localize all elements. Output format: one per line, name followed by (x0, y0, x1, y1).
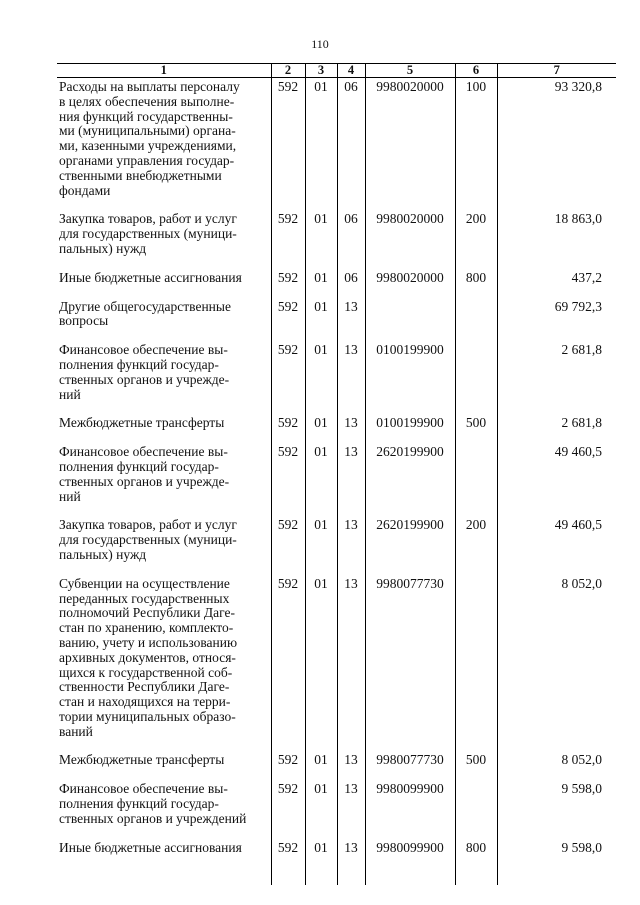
expense-type-cell (455, 445, 497, 518)
item-name-line: ний (59, 386, 81, 402)
item-name-line: тории муниципальных образо- (59, 708, 236, 724)
subsection-cell: 13 (337, 416, 365, 445)
item-name-cell (57, 343, 271, 416)
header-col-5: 5 (365, 64, 455, 78)
section-cell: 01 (305, 445, 337, 518)
item-name-line: полнения функций государ- (59, 458, 219, 474)
table-row (57, 518, 616, 576)
item-name-line: в целях обеспечения выполне- (59, 93, 235, 109)
header-col-2: 2 (271, 64, 305, 78)
amount-cell: 9 598,0 (497, 841, 616, 886)
item-name-line: ственных органов и учрежде- (59, 473, 230, 489)
item-name-line: Закупка товаров, работ и услуг (59, 517, 237, 533)
item-name-cell (57, 300, 271, 344)
item-name-cell (57, 271, 271, 300)
section-cell: 01 (305, 212, 337, 270)
subsection-cell: 13 (337, 577, 365, 754)
item-name-cell (57, 416, 271, 445)
item-name-line: ственных органов и учреждений (59, 810, 247, 826)
expense-type-cell: 200 (455, 212, 497, 270)
admin-code-cell: 592 (271, 782, 305, 840)
target-article-cell: 2620199900 (365, 518, 455, 576)
item-name-line: ми (муниципальными) органа- (59, 123, 236, 139)
table-row (57, 300, 616, 344)
table-row (57, 78, 616, 213)
subsection-cell: 06 (337, 271, 365, 300)
expense-type-cell (455, 782, 497, 840)
target-article-cell (365, 300, 455, 344)
table-body (57, 78, 616, 886)
item-name-line: Финансовое обеспечение вы- (59, 781, 228, 797)
admin-code-cell: 592 (271, 445, 305, 518)
expense-type-cell: 800 (455, 271, 497, 300)
item-name-line: Закупка товаров, работ и услуг (59, 211, 237, 227)
target-article-cell: 2620199900 (365, 445, 455, 518)
expense-type-cell (455, 577, 497, 754)
target-article-cell: 9980077730 (365, 577, 455, 754)
amount-cell: 69 792,3 (497, 300, 616, 344)
item-name-cell (57, 753, 271, 782)
admin-code-cell: 592 (271, 300, 305, 344)
item-name-line: ванию, учету и использованию (59, 634, 238, 650)
expense-type-cell: 500 (455, 753, 497, 782)
item-name-line: ний (59, 488, 81, 504)
table-row (57, 445, 616, 518)
item-name-cell (57, 212, 271, 270)
expense-type-cell (455, 300, 497, 344)
target-article-cell: 0100199900 (365, 343, 455, 416)
item-name-line: пальных) нужд (59, 546, 147, 562)
item-name-cell (57, 841, 271, 886)
subsection-cell: 13 (337, 782, 365, 840)
subsection-cell: 13 (337, 753, 365, 782)
expense-type-cell: 500 (455, 416, 497, 445)
item-name-line: ваний (59, 723, 93, 739)
header-col-1: 1 (57, 64, 271, 78)
amount-cell: 18 863,0 (497, 212, 616, 270)
subsection-cell: 13 (337, 445, 365, 518)
subsection-cell: 13 (337, 841, 365, 886)
admin-code-cell: 592 (271, 212, 305, 270)
item-name-line: щихся к государственной соб- (59, 664, 233, 680)
item-name-line: вопросы (59, 313, 109, 329)
section-cell: 01 (305, 416, 337, 445)
item-name-line: стан и находящихся на терри- (59, 694, 231, 710)
item-name-line: Субвенции на осуществление (59, 575, 230, 591)
item-name-line: Расходы на выплаты персоналу (59, 79, 240, 94)
amount-cell: 49 460,5 (497, 445, 616, 518)
item-name-line: органами управления государ- (59, 152, 235, 168)
item-name-line: Иные бюджетные ассигнования (59, 269, 242, 285)
budget-table (57, 63, 616, 885)
item-name-line: ния функций государственны- (59, 108, 233, 124)
table-row (57, 271, 616, 300)
subsection-cell: 13 (337, 518, 365, 576)
subsection-cell: 06 (337, 78, 365, 213)
item-name-line: для государственных (муници- (59, 532, 237, 548)
table-row (57, 577, 616, 754)
admin-code-cell: 592 (271, 78, 305, 213)
admin-code-cell: 592 (271, 343, 305, 416)
item-name-line: полномочий Республики Даге- (59, 605, 235, 621)
section-cell: 01 (305, 518, 337, 576)
header-col-6: 6 (455, 64, 497, 78)
item-name-cell (57, 577, 271, 754)
header-row (57, 64, 616, 78)
header-col-3: 3 (305, 64, 337, 78)
header-col-7: 7 (497, 64, 616, 78)
amount-cell: 9 598,0 (497, 782, 616, 840)
section-cell: 01 (305, 753, 337, 782)
item-name-line: архивных документов, относя- (59, 649, 236, 665)
item-name-line: ми, казенными учреждениями, (59, 138, 237, 154)
section-cell: 01 (305, 300, 337, 344)
item-name-line: ственности Республики Даге- (59, 679, 230, 695)
item-name-line: Иные бюджетные ассигнования (59, 839, 242, 855)
item-name-cell (57, 445, 271, 518)
target-article-cell: 9980020000 (365, 271, 455, 300)
item-name-cell (57, 78, 271, 213)
amount-cell: 437,2 (497, 271, 616, 300)
item-name-line: ственных органов и учрежде- (59, 371, 230, 387)
admin-code-cell: 592 (271, 271, 305, 300)
item-name-line: ственными внебюджетными (59, 167, 222, 183)
item-name-line: Финансовое обеспечение вы- (59, 444, 228, 460)
section-cell: 01 (305, 78, 337, 213)
item-name-line: переданных государственных (59, 590, 230, 606)
item-name-cell (57, 782, 271, 840)
subsection-cell: 13 (337, 300, 365, 344)
target-article-cell: 9980020000 (365, 78, 455, 213)
target-article-cell: 9980077730 (365, 753, 455, 782)
table-row (57, 753, 616, 782)
expense-type-cell (455, 343, 497, 416)
subsection-cell: 13 (337, 343, 365, 416)
admin-code-cell: 592 (271, 518, 305, 576)
item-name-line: для государственных (муници- (59, 226, 237, 242)
item-name-line: Межбюджетные трансферты (59, 415, 225, 431)
item-name-line: фондами (59, 182, 111, 198)
table-row (57, 841, 616, 886)
section-cell: 01 (305, 841, 337, 886)
section-cell: 01 (305, 577, 337, 754)
target-article-cell: 9980099900 (365, 782, 455, 840)
table-row (57, 782, 616, 840)
amount-cell: 93 320,8 (497, 78, 616, 213)
item-name-cell (57, 518, 271, 576)
expense-type-cell: 200 (455, 518, 497, 576)
expense-type-cell: 100 (455, 78, 497, 213)
admin-code-cell: 592 (271, 416, 305, 445)
target-article-cell: 9980099900 (365, 841, 455, 886)
item-name-line: Другие общегосударственные (59, 298, 231, 314)
item-name-line: полнения функций государ- (59, 356, 219, 372)
section-cell: 01 (305, 782, 337, 840)
header-col-4: 4 (337, 64, 365, 78)
item-name-line: Финансовое обеспечение вы- (59, 342, 228, 358)
target-article-cell: 9980020000 (365, 212, 455, 270)
item-name-line: стан по хранению, комплекто- (59, 620, 234, 636)
amount-cell: 8 052,0 (497, 577, 616, 754)
table-row (57, 343, 616, 416)
admin-code-cell: 592 (271, 841, 305, 886)
expense-type-cell: 800 (455, 841, 497, 886)
amount-cell: 49 460,5 (497, 518, 616, 576)
section-cell: 01 (305, 343, 337, 416)
page-number: 110 (311, 37, 329, 51)
admin-code-cell: 592 (271, 753, 305, 782)
amount-cell: 2 681,8 (497, 343, 616, 416)
item-name-line: Межбюджетные трансферты (59, 752, 225, 768)
amount-cell: 2 681,8 (497, 416, 616, 445)
amount-cell: 8 052,0 (497, 753, 616, 782)
item-name-line: полнения функций государ- (59, 796, 219, 812)
table-row (57, 212, 616, 270)
admin-code-cell: 592 (271, 577, 305, 754)
target-article-cell: 0100199900 (365, 416, 455, 445)
section-cell: 01 (305, 271, 337, 300)
subsection-cell: 06 (337, 212, 365, 270)
item-name-line: пальных) нужд (59, 240, 147, 256)
table-row (57, 416, 616, 445)
